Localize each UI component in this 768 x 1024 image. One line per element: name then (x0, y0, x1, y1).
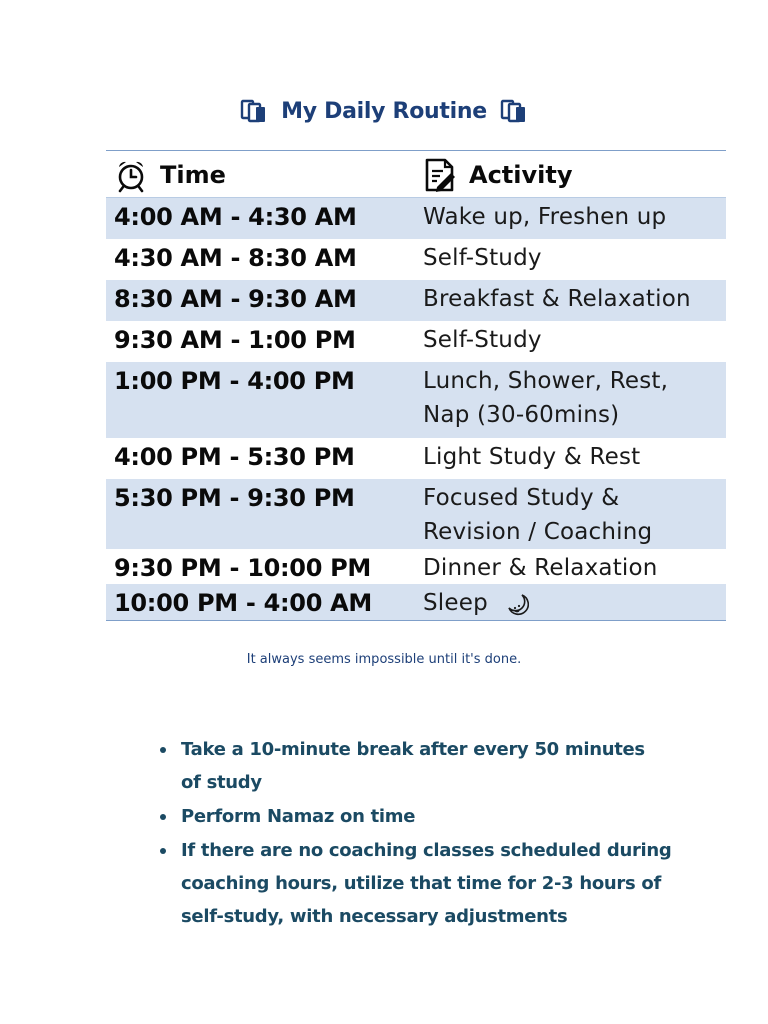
activity-text: Sleep (423, 590, 488, 616)
activity-cell: Light Study & Rest (423, 444, 641, 470)
time-cell: 9:30 AM - 1:00 PM (114, 326, 356, 354)
activity-line: Lunch, Shower, Rest, (423, 368, 669, 394)
activity-cell (417, 479, 726, 549)
routine-table (106, 150, 726, 621)
tip-line: coaching hours, utilize that time for 2-3 hours of (181, 873, 661, 894)
time-cell: 5:30 PM - 9:30 PM (114, 484, 355, 512)
time-cell: 8:30 AM - 9:30 AM (114, 285, 357, 313)
table-row (106, 280, 726, 321)
page-title (0, 96, 768, 126)
list-item (160, 834, 680, 933)
time-cell: 9:30 PM - 10:00 PM (114, 554, 372, 582)
activity-line: Focused Study & (423, 485, 620, 511)
table-row (106, 479, 726, 549)
bullet-icon (160, 814, 166, 820)
tip-line: of study (181, 772, 262, 793)
time-cell: 4:00 PM - 5:30 PM (114, 443, 355, 471)
memo-icon (423, 157, 457, 193)
time-cell: 4:30 AM - 8:30 AM (114, 244, 357, 272)
list-item (160, 733, 680, 799)
bullet-icon (160, 747, 166, 753)
table-row (106, 198, 726, 239)
alarm-clock-icon (114, 157, 148, 193)
table-header-row (106, 151, 726, 198)
table-row (106, 321, 726, 362)
time-header (106, 157, 417, 197)
title-text: My Daily Routine (281, 98, 487, 124)
activity-cell: Self-Study (423, 327, 542, 353)
tip-line: Perform Namaz on time (181, 806, 416, 827)
tip-line: If there are no coaching classes scheduled during (181, 840, 672, 861)
table-row (106, 362, 726, 438)
tip-line: self-study, with necessary adjustments (181, 906, 568, 927)
moon-icon (505, 592, 529, 616)
table-row (106, 438, 726, 479)
books-icon (499, 96, 529, 126)
time-header-label: Time (160, 161, 226, 189)
table-row (106, 549, 726, 584)
activity-cell (417, 584, 726, 620)
activity-header-label: Activity (469, 161, 573, 189)
activity-cell: Wake up, Freshen up (423, 204, 667, 230)
table-row (106, 239, 726, 280)
activity-cell: Self-Study (423, 245, 542, 271)
activity-line: Nap (30-60mins) (423, 402, 620, 428)
list-item (160, 800, 680, 833)
tips-list (160, 733, 680, 934)
activity-header (417, 157, 726, 197)
books-icon (239, 96, 269, 126)
time-cell: 4:00 AM - 4:30 AM (114, 203, 357, 231)
bullet-icon (160, 848, 166, 854)
activity-cell: Breakfast & Relaxation (423, 286, 691, 312)
table-row (106, 584, 726, 620)
tip-line: Take a 10-minute break after every 50 minutes (181, 739, 645, 760)
activity-cell: Dinner & Relaxation (423, 555, 658, 581)
time-cell: 10:00 PM - 4:00 AM (114, 589, 373, 617)
motivational-quote: It always seems impossible until it's done. (246, 652, 522, 667)
activity-cell (417, 362, 726, 438)
time-cell: 1:00 PM - 4:00 PM (114, 367, 355, 395)
activity-line: Revision / Coaching (423, 519, 653, 545)
